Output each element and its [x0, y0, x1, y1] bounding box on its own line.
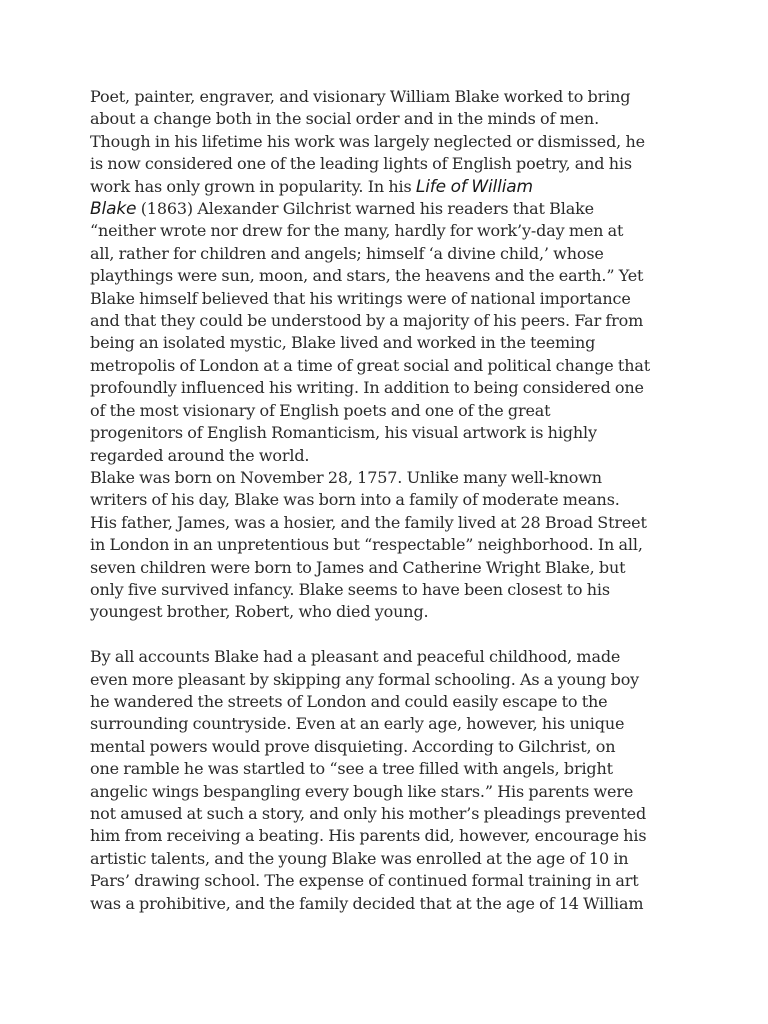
text-run: one ramble he was startled to “see a tree filled with angels, bright	[90, 759, 613, 779]
body-paragraph	[90, 86, 682, 467]
text-run: and that they could be understood by a majority of his peers. Far from	[90, 311, 644, 331]
text-line	[90, 601, 682, 623]
book-title: Life of William	[415, 176, 533, 197]
text-run: Though in his lifetime his work was largely neglected or dismissed, he	[90, 131, 645, 151]
text-line	[90, 176, 682, 198]
book-title: Blake	[90, 199, 137, 220]
text-line	[90, 400, 682, 422]
text-line	[90, 736, 682, 758]
text-run: only five survived infancy. Blake seems to have been closest to his	[90, 579, 610, 599]
text-line	[90, 646, 682, 668]
text-line	[90, 848, 682, 870]
text-run: angelic wings bespangling every bough like stars.” His parents were	[90, 781, 634, 801]
text-line	[90, 243, 682, 265]
text-line	[90, 534, 682, 556]
text-line	[90, 691, 682, 713]
text-line	[90, 557, 682, 579]
text-line	[90, 422, 682, 444]
text-line	[90, 579, 682, 601]
text-line	[90, 288, 682, 310]
text-line	[90, 445, 682, 467]
text-line	[90, 220, 682, 242]
text-run: progenitors of English Romanticism, his visual artwork is highly	[90, 423, 597, 443]
text-run: By all accounts Blake had a pleasant and peaceful childhood, made	[90, 647, 621, 667]
text-run: about a change both in the social order and in the minds of men.	[90, 109, 600, 129]
text-line	[90, 825, 682, 847]
text-run: artistic talents, and the young Blake was enrolled at the age of 10 in	[90, 848, 629, 868]
text-line	[90, 377, 682, 399]
text-run: regarded around the world.	[90, 445, 310, 465]
text-run: profoundly influenced his writing. In addition to being considered one	[90, 378, 644, 398]
text-run: all, rather for children and angels; himself ‘a divine child,’ whose	[90, 243, 604, 263]
text-run: him from receiving a beating. His parents did, however, encourage his	[90, 826, 647, 846]
text-run: was a prohibitive, and the family decided that at the age of 14 William	[90, 893, 644, 913]
text-line	[90, 758, 682, 780]
text-run: Blake himself believed that his writings were of national importance	[90, 288, 631, 308]
text-line	[90, 713, 682, 735]
text-run: metropolis of London at a time of great social and political change that	[90, 355, 651, 375]
text-line	[90, 512, 682, 534]
text-run: of the most visionary of English poets and one of the great	[90, 400, 551, 420]
text-line	[90, 803, 682, 825]
text-line	[90, 893, 682, 915]
text-line	[90, 669, 682, 691]
text-run: work has only grown in popularity. In his	[90, 176, 416, 196]
text-run: he wandered the streets of London and could easily escape to the	[90, 691, 608, 711]
text-run: even more pleasant by skipping any formal schooling. As a young boy	[90, 669, 640, 689]
text-line	[90, 310, 682, 332]
body-paragraph	[90, 646, 682, 915]
text-line	[90, 467, 682, 489]
text-line	[90, 108, 682, 130]
text-run: mental powers would prove disquieting. According to Gilchrist, on	[90, 736, 616, 756]
body-paragraph	[90, 467, 682, 624]
text-run: youngest brother, Robert, who died young.	[90, 602, 429, 622]
text-line	[90, 489, 682, 511]
text-line	[90, 198, 682, 220]
text-run: not amused at such a story, and only his mother’s pleadings prevented	[90, 803, 647, 823]
text-run: surrounding countryside. Even at an early age, however, his unique	[90, 714, 625, 734]
text-run: in London in an unpretentious but “respectable” neighborhood. In all,	[90, 535, 643, 555]
text-run: seven children were born to James and Catherine Wright Blake, but	[90, 557, 626, 577]
text-line	[90, 265, 682, 287]
text-run: playthings were sun, moon, and stars, the heavens and the earth.” Yet	[90, 266, 644, 286]
text-run: Poet, painter, engraver, and visionary William Blake worked to bring	[90, 87, 631, 106]
text-run: His father, James, was a hosier, and the family lived at 28 Broad Street	[90, 512, 647, 532]
text-run: writers of his day, Blake was born into a family of moderate means.	[90, 490, 620, 510]
text-run: Blake was born on November 28, 1757. Unlike many well-known	[90, 467, 602, 487]
text-line	[90, 355, 682, 377]
text-run: “neither wrote nor drew for the many, hardly for work’y-day men at	[90, 221, 624, 241]
text-run: being an isolated mystic, Blake lived and worked in the teeming	[90, 333, 596, 353]
text-line	[90, 153, 682, 175]
text-line	[90, 86, 682, 108]
text-run: is now considered one of the leading lights of English poetry, and his	[90, 154, 632, 174]
text-run: Pars’ drawing school. The expense of continued formal training in art	[90, 871, 639, 891]
text-line	[90, 131, 682, 153]
document-page	[90, 86, 682, 915]
text-line	[90, 870, 682, 892]
text-run: (1863) Alexander Gilchrist warned his readers that Blake	[136, 199, 594, 219]
text-line	[90, 332, 682, 354]
text-line	[90, 781, 682, 803]
